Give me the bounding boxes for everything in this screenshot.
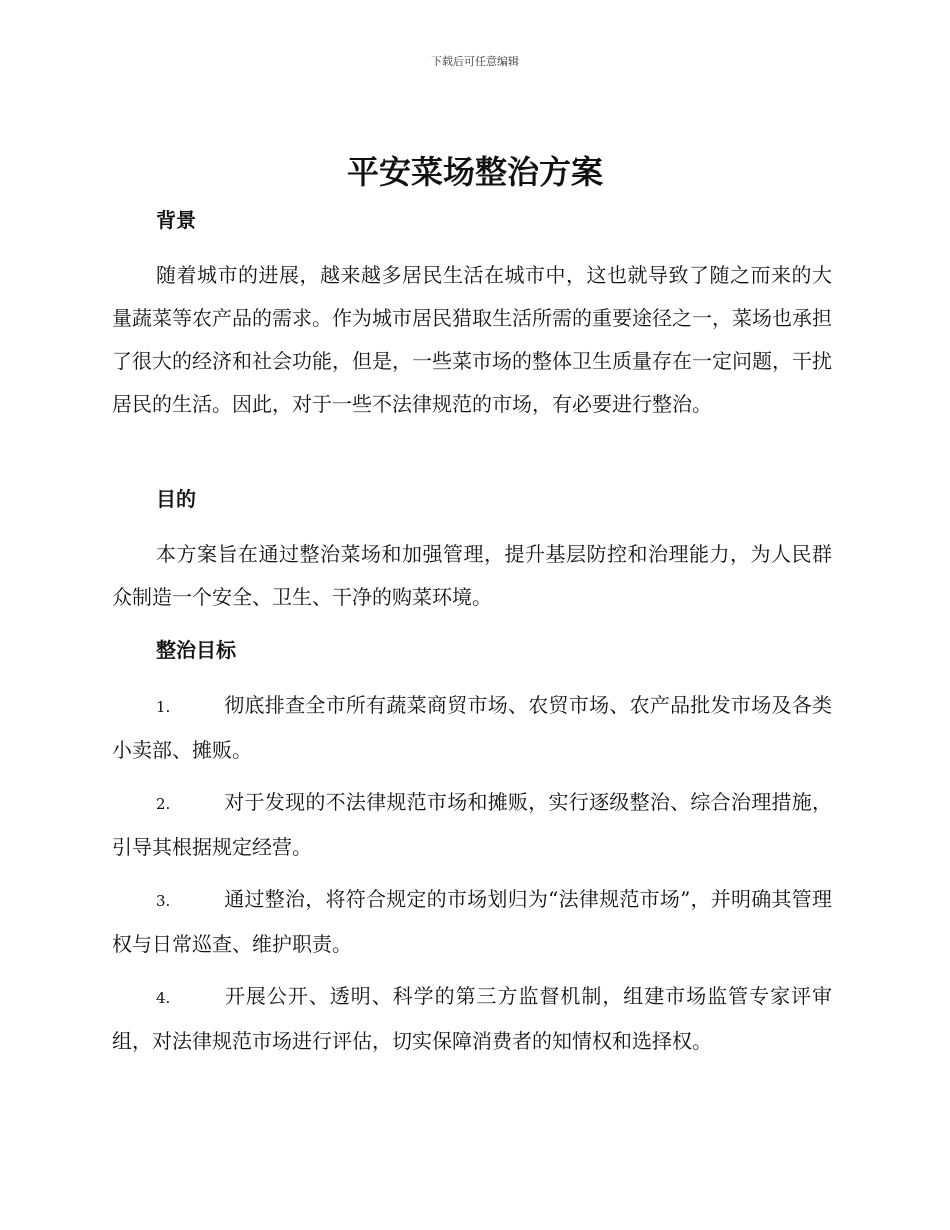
section-heading-background: 背景 [156, 208, 196, 232]
goal-text: 彻底排查全市所有蔬菜商贸市场、农贸市场、农产品批发市场及各类小卖部、摊贩。 [112, 693, 832, 762]
goal-list-item [112, 878, 832, 966]
goal-number: 3. [156, 892, 171, 910]
goal-list-item [112, 781, 832, 869]
purpose-paragraph: 本方案旨在通过整治菜场和加强管理，提升基层防控和治理能力，为人民群众制造一个安全、卫生、干净的购菜环境。 [112, 542, 832, 609]
goal-list-item [112, 975, 832, 1063]
section-heading-purpose: 目的 [156, 487, 196, 511]
section-heading-goals: 整治目标 [156, 638, 236, 662]
goal-text: 通过整治，将符合规定的市场划归为“法律规范市场”，并明确其管理权与日常巡查、维护职责。 [112, 887, 832, 956]
goal-list-item [112, 684, 832, 772]
background-paragraph: 随着城市的进展，越来越多居民生活在城市中，这也就导致了随之而来的大量蔬菜等农产品的需求。作为城市居民猎取生活所需的重要途径之一，菜场也承担了很大的经济和社会功能，但是，一些菜市场的整体卫生质量存在一定问题，干扰居民的生活。因此，对于一些不法律规范的市场，有必要进行整治。 [112, 263, 832, 416]
goal-text: 对于发现的不法律规范市场和摊贩，实行逐级整治、综合治理措施，引导其根据规定经营。 [112, 790, 832, 859]
goal-text: 开展公开、透明、科学的第三方监督机制，组建市场监管专家评审组，对法律规范市场进行评估，切实保障消费者的知情权和选择权。 [112, 984, 832, 1053]
page-header-note: 下载后可任意编辑 [431, 55, 519, 68]
goal-number: 2. [156, 795, 171, 813]
goal-number: 1. [156, 698, 171, 716]
document-title: 平安菜场整治方案 [346, 153, 603, 191]
goal-number: 4. [156, 989, 171, 1007]
